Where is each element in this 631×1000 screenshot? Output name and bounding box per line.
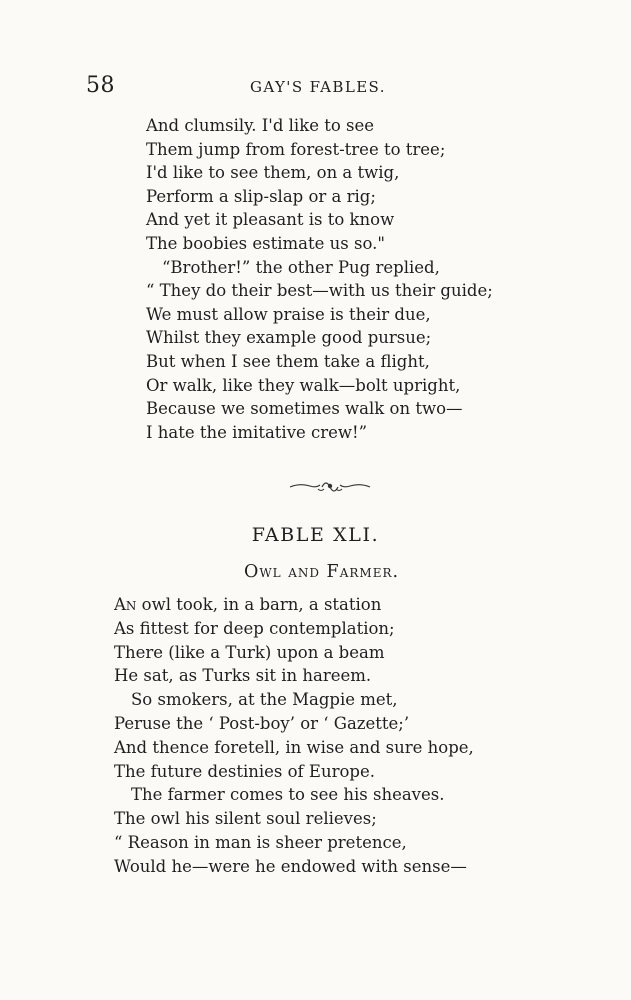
verse-line [146,138,606,162]
verse-line [114,783,614,807]
verse-text: I hate the imitative crew!” [146,422,368,442]
verse-text: The future destinies of Europe. [114,761,375,781]
verse-text: We must allow praise is their due, [146,304,431,324]
verse-line [114,855,614,879]
verse-text: The boobies estimate us so." [146,233,385,253]
verse-text: The owl his silent soul relieves; [114,809,377,829]
verse-line [114,712,614,736]
verse-text: Or walk, like they walk—bolt upright, [146,375,461,395]
ornament-divider [288,478,372,494]
verse-text: Them jump from forest-tree to tree; [146,139,446,159]
verse-line [146,374,606,398]
verse-line [146,256,606,280]
verse-text: “Brother!” the other Pug replied, [162,257,440,277]
verse-text: Perform a slip-slap or a rig; [146,186,376,206]
running-head: GAY'S FABLES. [250,78,386,96]
verse-line [114,831,614,855]
verse-line [114,641,614,665]
fable-subtitle: Owl and Farmer. [244,562,400,582]
verse-text: Because we sometimes walk on two— [146,399,463,419]
page-number: 58 [86,73,115,98]
verse-line [146,232,606,256]
verse-line [114,593,614,617]
verse-line [146,161,606,185]
verse-text: Peruse the ‘ Post-boy’ or ‘ Gazette;’ [114,713,410,733]
verse-text: So smokers, at the Magpie met, [131,690,398,710]
verse-text: “ Reason in man is sheer pretence, [114,832,407,852]
fable-title: FABLE XLI. [251,524,380,546]
verse-line [146,279,606,303]
verse-text: owl took, in a barn, a station [136,595,382,614]
verse-line [146,397,606,421]
verse-line [114,760,614,784]
verse-lead-word: An [114,595,137,614]
verse-line [146,350,606,374]
verse-line [114,688,614,712]
verse-line [146,303,606,327]
verse-text: And clumsily. I'd like to see [146,116,375,135]
verse-text: Whilst they example good pursue; [146,328,432,348]
verse-text: There (like a Turk) upon a beam [114,642,385,662]
verse-line [146,421,606,445]
verse-text: As fittest for deep contemplation; [114,618,395,638]
verse-block-bottom [114,593,614,879]
verse-line [114,736,614,760]
verse-line [114,807,614,831]
verse-block-top [146,114,606,444]
verse-text: But when I see them take a flight, [146,351,430,371]
verse-line [114,617,614,641]
verse-line [146,208,606,232]
verse-line [114,664,614,688]
verse-text: And thence foretell, in wise and sure hope, [114,737,474,757]
verse-line [146,326,606,350]
verse-text: He sat, as Turks sit in hareem. [114,666,372,686]
verse-text: I'd like to see them, on a twig, [146,163,400,183]
verse-text: Would he—were he endowed with sense— [114,856,467,876]
verse-text: “ They do their best—with us their guide; [146,281,493,301]
verse-line [146,185,606,209]
verse-text: The farmer comes to see his sheaves. [131,785,445,805]
verse-line [146,114,606,138]
verse-text: And yet it pleasant is to know [146,210,395,230]
